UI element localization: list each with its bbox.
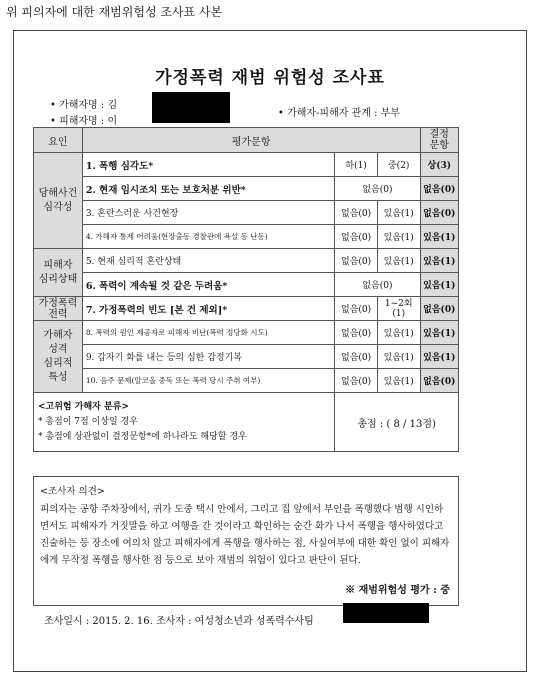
answer-option: 없음(0) xyxy=(335,321,378,345)
item-label: 5. 현재 심리적 혼란상태 xyxy=(82,249,334,273)
redaction-box xyxy=(343,603,429,623)
header-factor: 요인 xyxy=(34,128,83,153)
category-violence-history: 가정폭력 전력 xyxy=(34,297,83,321)
result-cell: 없음(0) xyxy=(420,297,458,321)
table-row xyxy=(34,297,459,321)
header-items: 평가문항 xyxy=(82,128,420,153)
table-row xyxy=(34,249,459,273)
result-cell: 없음(0) xyxy=(420,177,458,201)
answer-option: 있음(1) xyxy=(377,345,420,369)
table-row xyxy=(34,201,459,225)
perpetrator-name: • 가해자명 : 김 xyxy=(50,100,118,111)
category-victim-state: 피해자 심리상태 xyxy=(34,249,83,297)
answer-option: 있음(1) xyxy=(377,321,420,345)
item-label: 8. 폭력의 원인 제공자로 피해자 비난(폭력 정당화 시도) xyxy=(82,321,334,345)
table-row xyxy=(34,153,459,177)
risk-assessment-table xyxy=(33,127,459,452)
table-row xyxy=(34,321,459,345)
high-risk-criteria xyxy=(34,393,335,452)
victim-name: • 피해자명 : 이 xyxy=(50,116,118,127)
investigator-opinion xyxy=(33,476,459,606)
redaction-box xyxy=(152,92,230,123)
criteria-line: * 총점이 7점 이상일 경우 xyxy=(38,416,138,427)
answer-option: 1~2회 (1) xyxy=(377,297,420,321)
table-row xyxy=(34,177,459,201)
relationship-info: • 가해자-피해자 관계 : 부부 xyxy=(278,108,400,119)
opinion-heading: <조사자 의견> xyxy=(40,486,105,497)
result-cell: 있음(1) xyxy=(420,249,458,273)
answer-option: 하(1) xyxy=(335,153,378,177)
survey-title: 가정폭력 재범 위험성 조사표 xyxy=(155,68,385,88)
result-cell: 있음(1) xyxy=(420,345,458,369)
answer-option: 없음(0) xyxy=(335,201,378,225)
item-label: 4. 가해자 통제 어려움(현장출동 경찰관에 욕설 등 난동) xyxy=(82,225,334,249)
investigation-signature: 조사일시 : 2015. 2. 16. 조사자 : 여성청소년과 성폭력수사팀 xyxy=(44,616,314,627)
risk-evaluation: ※ 재범위험성 평가 : 중 xyxy=(345,585,450,596)
criteria-line: * 총점에 상관없이 결정문항*에 하나라도 해당할 경우 xyxy=(38,431,247,442)
answer-option: 없음(0) xyxy=(335,345,378,369)
table-header-row xyxy=(34,128,459,153)
category-perpetrator-traits: 가해자 성격 심리적 특성 xyxy=(34,321,83,393)
answer-option: 있음(1) xyxy=(377,225,420,249)
result-cell: 있음(1) xyxy=(420,225,458,249)
result-cell: 있음(1) xyxy=(420,321,458,345)
table-footer-row xyxy=(34,393,459,452)
result-cell: 없음(0) xyxy=(420,369,458,393)
total-score: 총점 : ( 8 / 13점) xyxy=(335,393,459,452)
answer-option: 없음(0) xyxy=(335,369,378,393)
table-row xyxy=(34,273,459,297)
table-row xyxy=(34,225,459,249)
answer-option: 없음(0) xyxy=(335,177,420,201)
answer-option: 없음(0) xyxy=(335,249,378,273)
header-decision: 결정 문항 xyxy=(420,128,458,153)
table-row xyxy=(34,345,459,369)
answer-option: 있음(1) xyxy=(377,369,420,393)
item-label: 7. 가정폭력의 빈도 [본 건 제외]* xyxy=(82,297,334,321)
item-label: 3. 혼란스러운 사건현장 xyxy=(82,201,334,225)
item-label: 1. 폭행 심각도* xyxy=(82,153,334,177)
answer-option: 있음(1) xyxy=(377,201,420,225)
answer-option: 없음(0) xyxy=(335,297,378,321)
answer-option: 없음(0) xyxy=(335,225,378,249)
item-label: 9. 갑자기 화를 내는 등의 심한 감정기복 xyxy=(82,345,334,369)
criteria-heading: <고위험 가해자 분류> xyxy=(38,401,129,412)
result-cell: 있음(1) xyxy=(420,273,458,297)
result-cell: 없음(0) xyxy=(420,201,458,225)
category-case-severity: 당해사건 심각성 xyxy=(34,153,83,249)
answer-option: 없음(0) xyxy=(335,273,420,297)
result-cell: 상(3) xyxy=(420,153,458,177)
table-row xyxy=(34,369,459,393)
document-caption: 위 피의자에 대한 재범위험성 조사표 사본 xyxy=(6,5,223,19)
answer-option: 있음(1) xyxy=(377,249,420,273)
item-label: 6. 폭력이 계속될 것 같은 두려움* xyxy=(82,273,334,297)
opinion-body: 피의자는 공항 주차장에서, 귀가 도중 택시 안에서, 그리고 집 앞에서 부인을 폭행했다 범행 시인하면서도 피해자가 거짓말을 하고 여행을 간 것이라고 확인하는 순간 화가 나서 폭행을 행사하였다고 진술하는 등 장소에 여의치 않고 피해자에게 폭행을 행사하는 점, 사실여부에 대한 확인 없이 피해자에게 무작정 폭행을 행사한 점 등으로 보아 재범의 위험이 있다고 판단이 된다. xyxy=(40,504,450,566)
item-label: 10. 음주 문제(알코올 중독 또는 폭력 당시 주취 여부) xyxy=(82,369,334,393)
answer-option: 중(2) xyxy=(377,153,420,177)
item-label: 2. 현재 임시조치 또는 보호처분 위반* xyxy=(82,177,334,201)
